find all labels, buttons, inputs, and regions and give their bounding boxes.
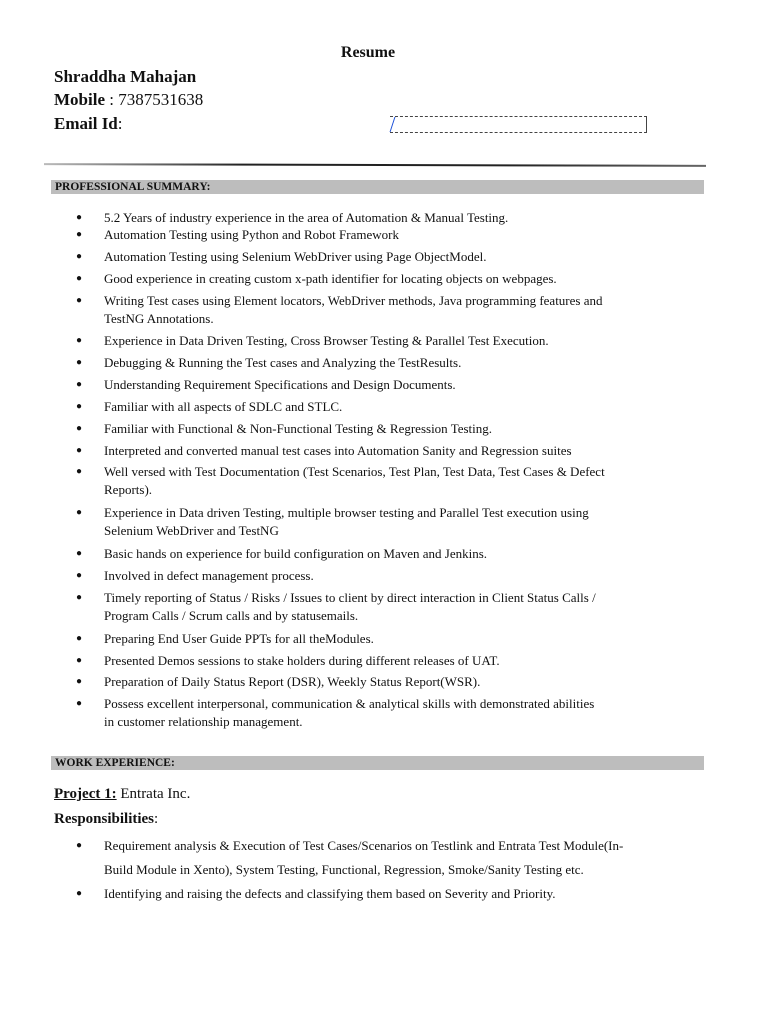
mobile-separator: : [105, 90, 119, 109]
summary-item-line: Understanding Requirement Specifications and Design Documents. [104, 377, 456, 392]
summary-item-line: Involved in defect management process. [104, 568, 314, 583]
bullet-icon: ● [76, 379, 83, 390]
bullet-icon: ● [76, 888, 83, 899]
summary-item-text [104, 695, 639, 731]
summary-item-text [104, 354, 639, 372]
project-name: Entrata Inc. [116, 786, 191, 802]
summary-item-line: TestNG Annotations. [104, 311, 214, 326]
summary-item-line: Basic hands on experience for build configuration on Maven and Jenkins. [104, 546, 488, 561]
bullet-icon: ● [76, 251, 83, 262]
bullet-icon: ● [76, 570, 83, 581]
summary-item-line: Program Calls / Scrum calls and by statusemails. [104, 608, 359, 623]
summary-item-text [104, 292, 639, 328]
summary-item-text [104, 567, 639, 585]
bullet-icon: ● [76, 507, 83, 518]
bullet-icon: ● [76, 445, 83, 456]
responsibility-item-line: Build Module in Xento), System Testing, Functional, Regression, Smoke/Sanity Testing etc. [104, 862, 584, 877]
bullet-icon: ● [76, 357, 83, 368]
resume-title: Resume [340, 44, 396, 61]
summary-item-text [104, 545, 639, 563]
bullet-icon: ● [76, 273, 83, 284]
responsibility-item-text [104, 834, 659, 882]
summary-item-text [104, 376, 639, 394]
summary-item-text [104, 504, 639, 540]
summary-item-line: Reports). [104, 482, 153, 497]
email-line [54, 114, 123, 134]
bullet-icon: ● [76, 698, 83, 709]
responsibility-item-line: Identifying and raising the defects and classifying them based on Severity and Priority. [104, 886, 556, 901]
bullet-icon: ● [76, 466, 83, 477]
summary-item-text [104, 652, 639, 670]
mobile-label: Mobile [54, 90, 105, 109]
project-label: Project 1: [54, 786, 117, 802]
responsibilities-label: Responsibilities [54, 811, 155, 827]
summary-item-text [104, 420, 639, 438]
bullet-icon: ● [76, 592, 83, 603]
mobile-number: 7387531638 [118, 90, 204, 109]
summary-item-text [104, 463, 639, 499]
summary-item-text [104, 442, 639, 460]
responsibility-item-line: Requirement analysis & Execution of Test Cases/Scenarios on Testlink and Entrata Test Module(In- [104, 838, 624, 853]
summary-item-text [104, 248, 639, 266]
summary-item-text [104, 673, 639, 691]
summary-item-line: Familiar with Functional & Non-Functional Testing & Regression Testing. [104, 421, 493, 436]
summary-item-line: 5.2 Years of industry experience in the area of Automation & Manual Testing. [104, 210, 509, 225]
bullet-icon: ● [76, 655, 83, 666]
summary-item-line: Selenium WebDriver and TestNG [104, 523, 279, 538]
bullet-icon: ● [76, 401, 83, 412]
text-cursor [390, 117, 396, 132]
header-divider [44, 163, 706, 167]
bullet-icon: ● [76, 548, 83, 559]
bullet-icon: ● [76, 229, 83, 240]
summary-item-line: Writing Test cases using Element locators, WebDriver methods, Java programming features and [104, 293, 603, 308]
summary-item-line: Experience in Data Driven Testing, Cross Browser Testing & Parallel Test Execution. [104, 333, 549, 348]
summary-item-line: Automation Testing using Selenium WebDriver using Page ObjectModel. [104, 249, 487, 264]
project-line [54, 786, 190, 803]
mobile-line [54, 90, 203, 110]
email-field[interactable] [390, 116, 647, 133]
bullet-icon: ● [76, 633, 83, 644]
summary-item-line: Interpreted and converted manual test cases into Automation Sanity and Regression suites [104, 443, 572, 458]
summary-item-line: Debugging & Running the Test cases and Analyzing the TestResults. [104, 355, 462, 370]
bullet-icon: ● [76, 676, 83, 687]
email-label: Email Id [54, 114, 118, 133]
summary-item-line: Experience in Data driven Testing, multiple browser testing and Parallel Test execution using [104, 505, 589, 520]
bullet-icon: ● [76, 295, 83, 306]
summary-item-text [104, 630, 639, 648]
email-separator: : [117, 114, 123, 133]
summary-item-text [104, 226, 639, 244]
summary-item-line: Automation Testing using Python and Robot Framework [104, 227, 399, 242]
summary-item-line: Presented Demos sessions to stake holders during different releases of UAT. [104, 653, 500, 668]
summary-item-line: Preparation of Daily Status Report (DSR), Weekly Status Report(WSR). [104, 674, 481, 689]
summary-item-line: Good experience in creating custom x-path identifier for locating objects on webpages. [104, 271, 557, 286]
summary-item-text [104, 270, 639, 288]
summary-item-text [104, 589, 639, 625]
work-experience-heading: WORK EXPERIENCE: [51, 756, 704, 770]
professional-summary-heading: PROFESSIONAL SUMMARY: [51, 180, 704, 194]
summary-item-line: Preparing End User Guide PPTs for all theModules. [104, 631, 374, 646]
summary-item-line: Familiar with all aspects of SDLC and STLC. [104, 399, 343, 414]
summary-item-text [104, 398, 639, 416]
summary-item-line: Possess excellent interpersonal, communication & analytical skills with demonstrated abilities [104, 696, 595, 711]
bullet-icon: ● [76, 840, 83, 851]
candidate-name: Shraddha Mahajan [54, 67, 197, 86]
bullet-icon: ● [76, 335, 83, 346]
summary-item-line: Well versed with Test Documentation (Test Scenarios, Test Plan, Test Data, Test Cases & Defect [104, 464, 605, 479]
bullet-icon: ● [76, 212, 83, 223]
bullet-icon: ● [76, 423, 83, 434]
responsibility-item-text [104, 882, 659, 906]
summary-item-line: Timely reporting of Status / Risks / Issues to client by direct interaction in Client Status Calls / [104, 590, 596, 605]
summary-item-text [104, 209, 639, 227]
responsibilities-heading [54, 811, 158, 828]
summary-item-line: in customer relationship management. [104, 714, 303, 729]
responsibilities-colon: : [154, 811, 159, 827]
summary-item-text [104, 332, 639, 350]
